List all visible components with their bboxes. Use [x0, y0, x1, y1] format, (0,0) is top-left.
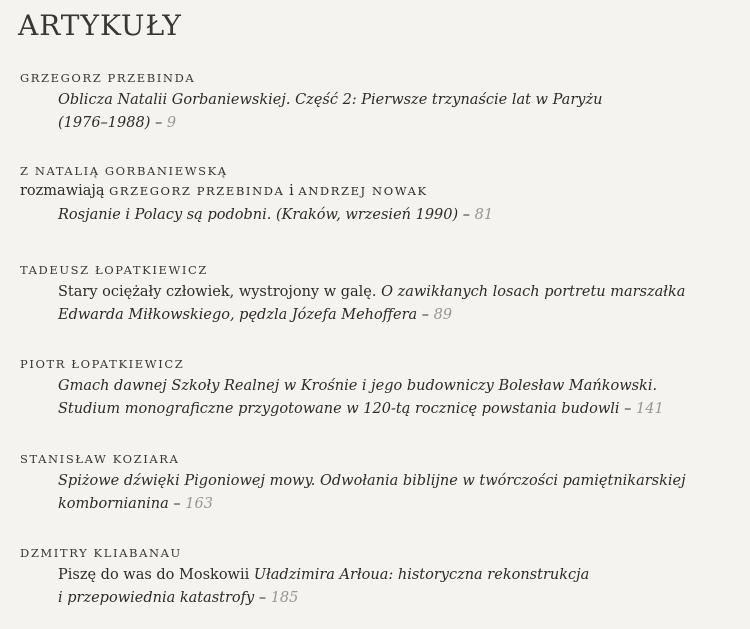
title-italic-cont: Edwarda Miłkowskiego, pędzla Józefa Mehoffera — [58, 307, 418, 323]
entry-author: GRZEGORZ PRZEBINDA — [20, 71, 196, 85]
toc-entry — [20, 164, 735, 227]
toc-entry — [20, 546, 735, 610]
dash: – — [624, 401, 632, 417]
title-italic: Spiżowe dźwięki Pigoniowej mowy. Odwołania biblijne w twórczości pamiętnikarskiej — [58, 473, 686, 489]
entry-author: PIOTR ŁOPATKIEWICZ — [20, 357, 185, 371]
title-italic: Uładzimira Arłoua: historyczna rekonstrukcja — [253, 567, 590, 583]
title-italic-cont: kombornianina — [58, 496, 169, 512]
interviewer-name: ANDRZEJ NOWAK — [298, 184, 428, 198]
entry-author: Z NATALIĄ GORBANIEWSKĄ — [20, 164, 228, 178]
interviewers-prefix: rozmawiają — [20, 183, 105, 199]
entry-title — [58, 281, 735, 327]
dash: – — [421, 307, 430, 323]
title-italic: Rosjanie i Polacy są podobni. (Kraków, wrzesień 1990) — [58, 207, 459, 223]
toc-entry — [20, 263, 735, 327]
title-italic: Gmach dawnej Szkoły Realnej w Krośnie i jego budowniczy Bolesław Mańkowski. — [58, 378, 658, 394]
dash: – — [173, 496, 181, 512]
toc-entry — [20, 452, 735, 516]
interviewers-conj: i — [289, 183, 294, 199]
dash: – — [462, 207, 471, 223]
entry-interviewers — [20, 180, 735, 202]
page-number: 185 — [270, 590, 299, 606]
entry-title — [58, 375, 735, 421]
interviewer-name: GRZEGORZ PRZEBINDA — [109, 184, 285, 198]
section-heading: ARTYKUŁY — [18, 9, 182, 42]
entry-author: STANISŁAW KOZIARA — [20, 452, 180, 466]
entry-title — [58, 204, 735, 227]
title-plain: Stary ociężały człowiek, wystrojony w galę. — [58, 284, 377, 300]
dash: – — [258, 590, 267, 606]
title-italic: O zawikłanych losach portretu marszałka — [381, 284, 686, 300]
entry-title — [58, 564, 735, 610]
entry-author: TADEUSZ ŁOPATKIEWICZ — [20, 263, 209, 277]
entry-author: DZMITRY KLIABANAU — [20, 546, 182, 560]
page-number: 163 — [185, 496, 213, 512]
page-number: 9 — [166, 115, 177, 131]
dash: – — [154, 115, 163, 131]
title-italic-cont: (1976–1988) — [58, 115, 151, 131]
entry-title — [58, 470, 735, 516]
entry-title — [58, 89, 735, 135]
toc-entry — [20, 71, 735, 135]
page-number: 141 — [636, 401, 664, 417]
toc-entry — [20, 357, 735, 421]
title-italic-cont: i przepowiednia katastrofy — [58, 590, 255, 606]
title-italic: Oblicza Natalii Gorbaniewskiej. Część 2: Pierwsze trzynaście lat w Paryżu — [58, 92, 603, 108]
title-plain: Piszę do was do Moskowii — [58, 567, 250, 583]
title-italic-cont: Studium monograficzne przygotowane w 120-tą rocznicę powstania budowli — [58, 401, 620, 417]
page-number: 81 — [474, 207, 494, 223]
page-number: 89 — [433, 307, 453, 323]
